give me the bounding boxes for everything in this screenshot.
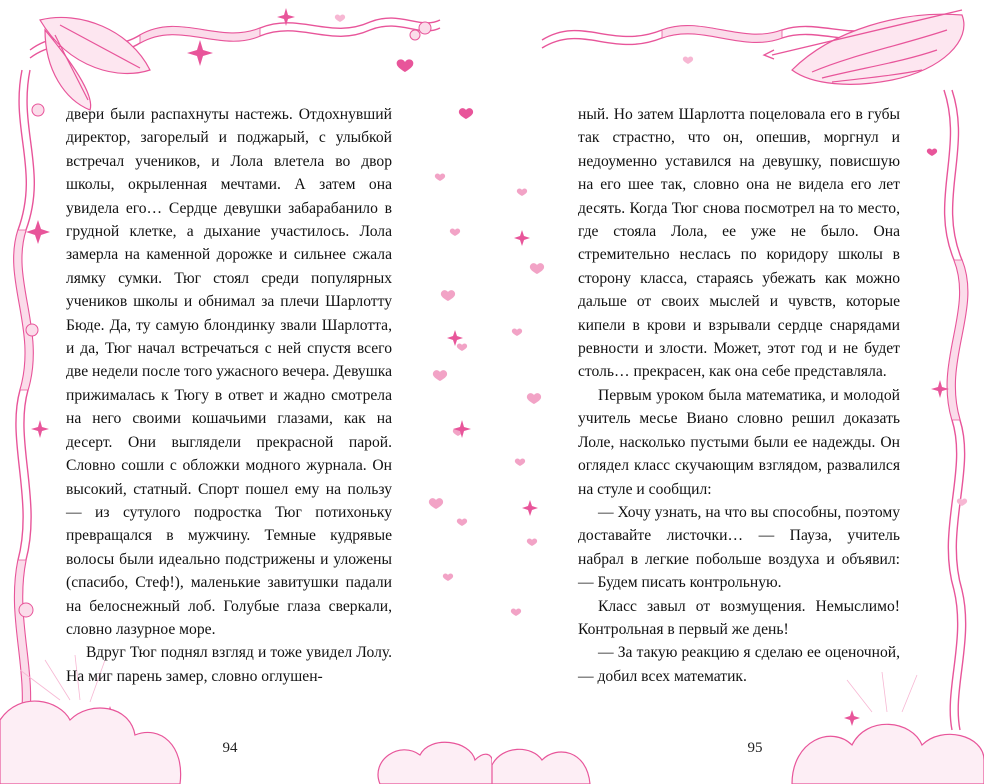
paragraph: Первым уроком была математика, и молодой учитель месье Виано словно решил доказать Лоле, насколько пустыми были ее надежды. Он оглядел класс скучающим взглядом, развалился на стуле и сообщил: <box>578 386 900 498</box>
page-number: 94 <box>222 740 238 756</box>
left-page-text <box>66 103 392 688</box>
right-page <box>492 0 984 784</box>
paragraph: ный. Но затем Шарлотта поцеловала его в губы так страстно, что он, опешив, моргнул и недоуменно уставился на девушку, повисшую на его шее так, словно она не видела его лет десять. Когда Тюг снова посмотрел на то место, где стояла Лола, ее уже не было. Она стремительно неслась по коридору школы в сторону класса, стараясь убежать как можно дальше от своих мыслей и чувств, которые кипели в крови и взрывали сердце снарядами ревности и злости. Может, этот год и не будет столь… прекрасен, как она себе представляла. <box>578 106 900 381</box>
paragraph: Класс завыл от возмущения. Немыслимо! Контрольная в первый же день! <box>578 597 900 638</box>
page-number: 95 <box>747 740 763 756</box>
paragraph: Вдруг Тюг поднял взгляд и тоже увидел Лолу. На миг парень замер, словно оглушен- <box>66 644 392 685</box>
paragraph: — Хочу узнать, на что вы способны, поэтому доставайте листочки… — Пауза, учитель набрал в легкие побольше воздуха и объявил: — Будем писать контрольную. <box>578 503 900 592</box>
paragraph: двери были распахнуты настежь. Отдохнувший директор, загорелый и поджарый, с улыбкой встречал учеников, и Лола влетела во двор школы, окрыленная мечтами. А затем она увидела его… Сердце девушки забарабанило в грудной клетке, а дыхание участилось. Лола замерла на каменной дорожке и сильнее сжала лямку сумки. Тюг стоял среди популярных учеников школы и обнимал за плечи Шарлотту Бюде. Да, ту самую блондинку звали Шарлотта, и да, Тюг начал встречаться с ней спустя всего две недели после того ужасного вечера. Девушка прижималась к Тюгу в ответ и жадно смотрела на него своими кошачьими глазами, как на десерт. Они выглядели прекрасной парой. Словно сошли с обложки модного журнала. Он высокий, статный. Спорт пошел ему на пользу — из сутулого подростка Тюг потихоньку превращался в мужчину. Темные кудрявые волосы были идеально подстрижены и уложены (спасибо, Стеф!), маленькие завитушки падали на белоснежный лоб. Голубые глаза сверкали, словно лазурное море. <box>66 106 392 638</box>
paragraph: — За такую реакцию я сделаю ее оценочной, — добил всех математик. <box>578 644 900 685</box>
right-page-text <box>578 103 900 688</box>
